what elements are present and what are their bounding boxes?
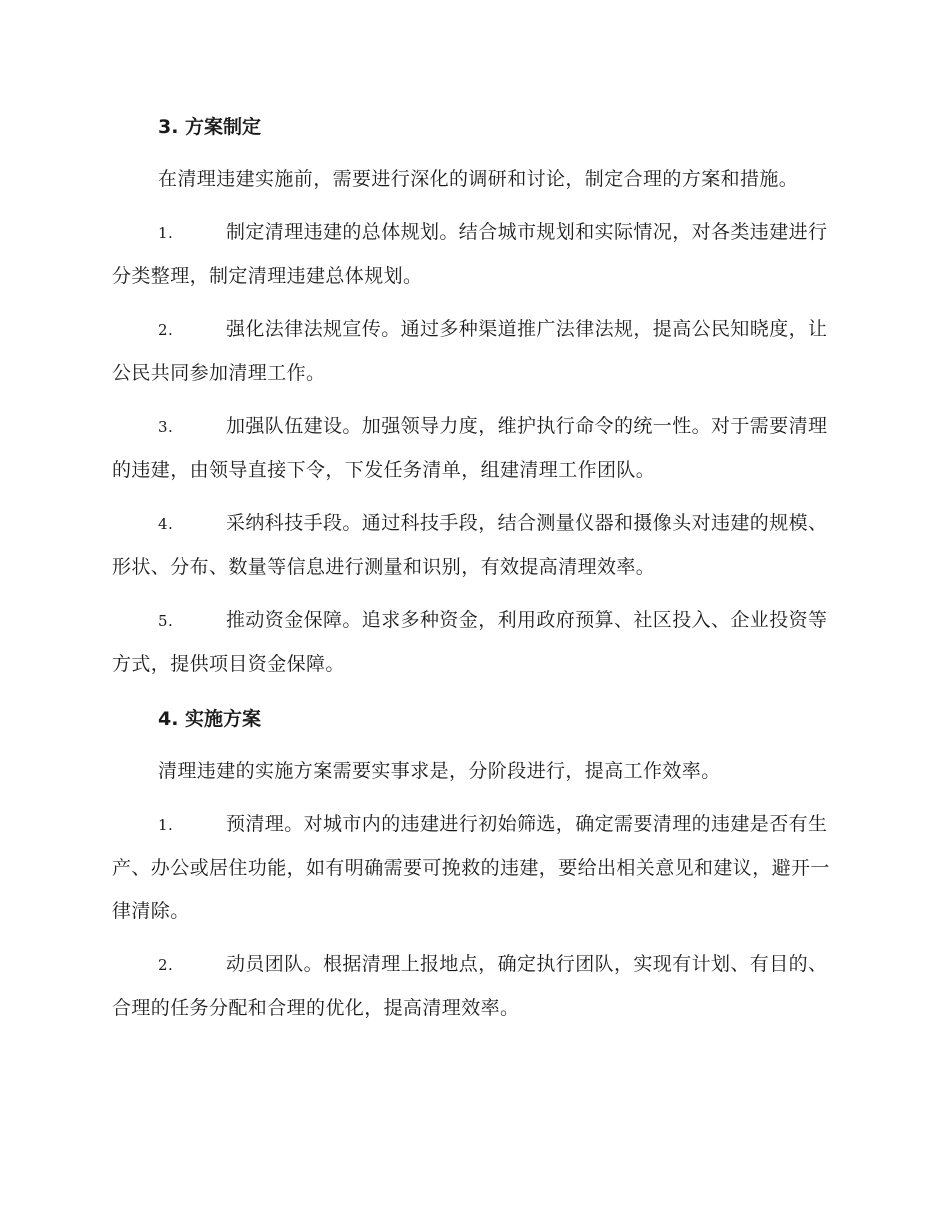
- list-item-number: 4.: [158, 515, 174, 533]
- list-item-number: 2.: [158, 956, 174, 974]
- section-intro: 在清理违建实施前，需要进行深化的调研和讨论，制定合理的方案和措施。: [158, 168, 799, 190]
- list-item: [112, 803, 834, 933]
- list-item-number: 5.: [158, 612, 174, 630]
- list-item-text: 预清理。对城市内的违建进行初始筛选，确定需要清理的违建是否有生产、办公或居住功能，如有明确需要可挽救的违建，要给出相关意见和建议，避开一律清除。: [112, 813, 830, 922]
- list-item-text: 强化法律法规宣传。通过多种渠道推广法律法规，提高公民知晓度，让公民共同参加清理工作。: [112, 318, 828, 384]
- list-item: [112, 211, 834, 298]
- list-item-text: 推动资金保障。追求多种资金，利用政府预算、社区投入、企业投资等方式，提供项目资金保障。: [112, 609, 828, 675]
- list-item-number: 1.: [158, 224, 174, 242]
- list-item: [112, 405, 834, 492]
- list-item: [112, 308, 834, 395]
- list-item-number: 2.: [158, 321, 174, 339]
- list-item-text: 加强队伍建设。加强领导力度，维护执行命令的统一性。对于需要清理的违建，由领导直接下令，下发任务清单，组建清理工作团队。: [112, 415, 828, 481]
- section-intro: 清理违建的实施方案需要实事求是，分阶段进行，提高工作效率。: [158, 760, 721, 782]
- list-item-text: 采纳科技手段。通过科技手段，结合测量仪器和摄像头对违建的规模、形状、分布、数量等信息进行测量和识别，有效提高清理效率。: [112, 512, 828, 578]
- section-heading: 3. 方案制定: [158, 116, 262, 138]
- list-item: [112, 943, 834, 1030]
- list-item: [112, 599, 834, 686]
- section-heading: 4. 实施方案: [158, 708, 262, 730]
- list-item-text: 动员团队。根据清理上报地点，确定执行团队，实现有计划、有目的、合理的任务分配和合理的优化，提高清理效率。: [112, 953, 828, 1019]
- list-item-text: 制定清理违建的总体规划。结合城市规划和实际情况，对各类违建进行分类整理，制定清理违建总体规划。: [112, 221, 828, 287]
- document-body: [112, 104, 834, 1040]
- list-item-number: 1.: [158, 816, 174, 834]
- list-item-number: 3.: [158, 418, 174, 436]
- list-item: [112, 502, 834, 589]
